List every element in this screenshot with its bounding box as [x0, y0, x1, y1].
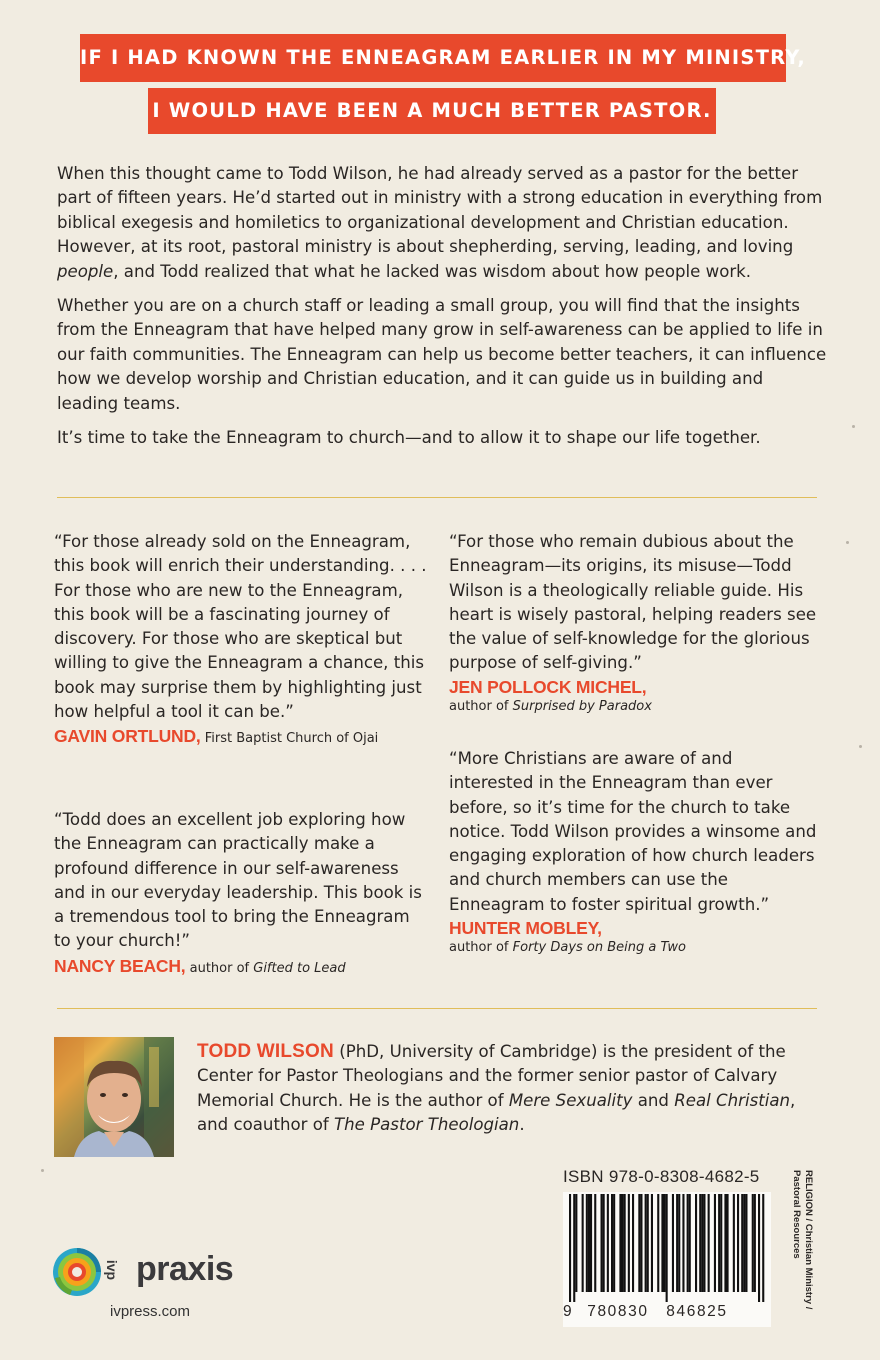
paper-speck	[859, 745, 862, 748]
endorsement-quote: “For those who remain dubious about the Enneagram—its origins, its misuse—Todd Wilson is a theologically reliable guide. His heart is wisely pastoral, helping readers see the value of self-knowledge for the glorious purpose of self-giving.”	[449, 532, 817, 673]
paper-speck	[41, 1169, 44, 1172]
author-bio-paragraph	[197, 1040, 817, 1137]
barcode-number	[563, 1303, 771, 1321]
headline-banner-line-1: IF I HAD KNOWN THE ENNEAGRAM EARLIER IN MY MINISTRY,	[80, 34, 786, 82]
endorsement-michel	[449, 530, 819, 716]
author-portrait-illustration	[54, 1037, 174, 1157]
barcode-bar	[745, 1194, 747, 1292]
endorsement-attribution	[449, 676, 819, 716]
barcode-bar	[762, 1194, 764, 1302]
barcode-bar	[676, 1194, 678, 1292]
headline-banner-line-2: I WOULD HAVE BEEN A MUCH BETTER PASTOR.	[148, 88, 716, 134]
publisher-wordmark: praxis	[136, 1250, 234, 1288]
endorsement-attribution	[449, 917, 819, 957]
barcode-bars	[563, 1192, 771, 1304]
book-description	[57, 162, 827, 460]
endorser-book-title: Surprised by Paradox	[512, 698, 652, 714]
barcode-digit-group-2: 846825	[666, 1303, 728, 1320]
category-line: Pastoral Resources	[791, 1170, 802, 1259]
barcode-bar	[601, 1194, 603, 1292]
barcode-bar	[611, 1194, 613, 1292]
barcode-bar	[701, 1194, 703, 1292]
endorser-book-title: Gifted to Lead	[253, 960, 346, 976]
barcode-bar	[672, 1194, 674, 1292]
author-bio-text: and	[632, 1090, 675, 1110]
barcode-bar	[575, 1194, 577, 1292]
author-book-title: Real Christian	[674, 1090, 791, 1110]
endorser-affiliation-prefix: author of	[449, 698, 513, 714]
description-emphasis: people	[57, 261, 114, 281]
publisher-url: ivpress.com	[110, 1303, 191, 1320]
barcode-bar	[752, 1194, 754, 1292]
barcode-bar	[720, 1194, 722, 1292]
endorsement-quote: “More Christians are aware of and interested in the Enneagram than ever before, so it’s time for the church to take notice. Todd Wilson provides a winsome and engaging exploration of how church leaders and church members can use the Enneagram to foster spiritual growth.”	[449, 749, 817, 914]
endorsement-ortlund	[54, 530, 434, 751]
author-name: TODD WILSON	[197, 1041, 334, 1062]
barcode-bar	[619, 1194, 621, 1292]
isbn-label: ISBN 978-0-8308-4682-5	[563, 1167, 760, 1186]
description-paragraph-2: Whether you are on a church staff or leading a small group, you will find that the insights from the Enneagram that have helped many grow in self-awareness can be applied to life in our faith communities. The Enneagram can help us become better teachers, it can influence how we develop worship and Christian education, and it can guide us in building and leading teams.	[57, 296, 827, 413]
barcode-bar	[632, 1194, 634, 1292]
barcode-bar	[624, 1194, 626, 1292]
divider-rule	[57, 1008, 817, 1009]
endorsement-beach	[54, 808, 426, 981]
barcode-bar	[689, 1194, 691, 1292]
barcode-bar	[638, 1194, 640, 1292]
barcode-bar	[727, 1194, 729, 1292]
barcode-bar	[613, 1194, 615, 1292]
endorser-name: NANCY BEACH,	[54, 955, 186, 976]
barcode-bar	[651, 1194, 653, 1292]
barcode-bar	[622, 1194, 624, 1292]
endorser-affiliation	[449, 939, 819, 957]
barcode-bar	[699, 1194, 701, 1292]
barcode-bar	[573, 1194, 575, 1302]
description-paragraph-1	[57, 162, 827, 284]
barcode-bar	[737, 1194, 739, 1292]
barcode-bar	[724, 1194, 726, 1292]
barcode-bar	[590, 1194, 592, 1292]
paper-speck	[852, 425, 855, 428]
barcode-bar	[714, 1194, 716, 1292]
endorsement-attribution	[54, 724, 434, 751]
barcode-bar	[569, 1194, 571, 1302]
author-bio-text: (PhD, University of Cambridge) is the president of the Center for Pastor Theologians and the former senior pastor of Calvary Memorial Church. He is the author of	[197, 1042, 786, 1110]
endorser-book-title: Forty Days on Being a Two	[512, 940, 686, 956]
author-book-title: The Pastor Theologian	[334, 1114, 520, 1134]
barcode-bar	[582, 1194, 584, 1292]
barcode-bar	[628, 1194, 630, 1292]
description-text: , and Todd realized that what he lacked was wisdom about how people work.	[113, 261, 752, 281]
barcode-bar	[741, 1194, 743, 1292]
author-bio-text: .	[519, 1114, 525, 1134]
author-bio	[197, 1040, 817, 1137]
barcode-bar	[661, 1194, 663, 1292]
barcode-bar	[718, 1194, 720, 1292]
barcode-bar	[657, 1194, 659, 1292]
author-book-title: Mere Sexuality	[508, 1090, 633, 1110]
barcode-bar	[640, 1194, 642, 1292]
endorsement-attribution	[54, 954, 426, 981]
barcode-bar	[754, 1194, 756, 1292]
barcode-bar	[695, 1194, 697, 1292]
description-paragraph-3: It’s time to take the Enneagram to church—and to allow it to shape our life together.	[57, 428, 761, 448]
barcode-digit-first: 9	[563, 1303, 574, 1320]
endorsement-quote: “Todd does an excellent job exploring how the Enneagram can practically make a profound difference in our self-awareness and in our everyday leadership. This book is a tremendous tool to bring the Enneagram to your church!”	[54, 810, 422, 951]
barcode-bar	[588, 1194, 590, 1292]
endorsement-mobley	[449, 747, 819, 957]
barcode-bar	[703, 1194, 705, 1292]
category-line: RELIGION / Christian Ministry /	[803, 1170, 814, 1310]
endorser-affiliation-prefix: author of	[449, 940, 513, 956]
barcode-bar	[594, 1194, 596, 1292]
endorser-name: GAVIN ORTLUND,	[54, 726, 201, 747]
barcode-bar	[647, 1194, 649, 1292]
endorser-affiliation-prefix: author of	[189, 960, 254, 976]
endorsement-quote: “For those already sold on the Enneagram, this book will enrich their understanding. . . . For those who are new to the Enneagram, this book will be a fascinating journey of discovery. For those who are skeptical but willing to give the Enneagram a chance, this book may surprise them by highlighting just how helpful a tool it can be.”	[54, 532, 427, 722]
barcode-bar	[758, 1194, 760, 1302]
paper-speck	[846, 541, 849, 544]
barcode-bar	[708, 1194, 710, 1292]
barcode-bar	[666, 1194, 668, 1302]
barcode-bar	[607, 1194, 609, 1292]
barcode-bar	[603, 1194, 605, 1292]
endorser-affiliation: First Baptist Church of Ojai	[204, 731, 379, 747]
imprint-ivp: ivp	[104, 1259, 121, 1281]
endorser-name: HUNTER MOBLEY,	[449, 918, 602, 939]
barcode-bar	[687, 1194, 689, 1292]
barcode-bar	[743, 1194, 745, 1292]
barcode-bar	[733, 1194, 735, 1292]
barcode-bar	[678, 1194, 680, 1292]
barcode-bar	[586, 1194, 588, 1292]
barcode-bar	[645, 1194, 647, 1292]
endorser-name: JEN POLLOCK MICHEL,	[449, 676, 647, 697]
author-photo	[54, 1037, 174, 1157]
author-bio-text: , and coauthor of	[197, 1090, 796, 1134]
barcode-bar	[682, 1194, 684, 1292]
endorser-affiliation	[449, 698, 819, 716]
barcode-digit-group-1: 780830	[587, 1303, 649, 1320]
divider-rule	[57, 497, 817, 498]
description-text: When this thought came to Todd Wilson, he had already served as a pastor for the better part of fifteen years. He’d started out in ministry with a strong education in everything from biblical exegesis and homiletics to organizational development and Christian education. However, at its root, pastoral ministry is about shepherding, serving, leading, and loving	[57, 164, 823, 257]
bisac-category	[784, 1170, 814, 1330]
barcode-bar	[664, 1194, 666, 1292]
